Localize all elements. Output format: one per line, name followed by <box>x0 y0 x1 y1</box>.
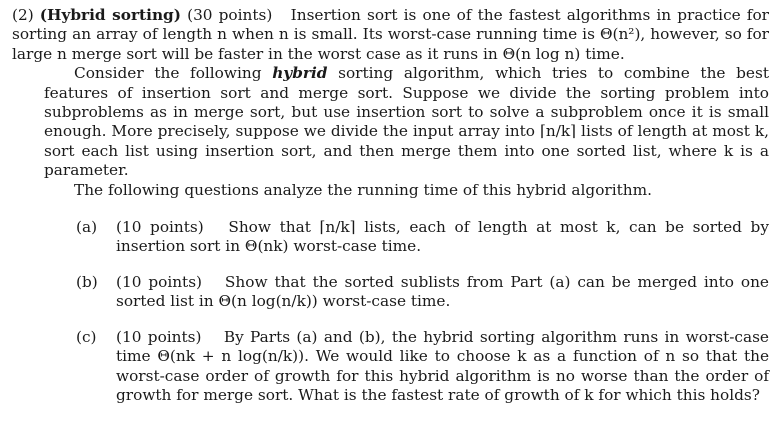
part-c <box>12 328 769 406</box>
part-b-points: (10 points) <box>116 272 203 291</box>
problem-intro-text: Insertion sort is one of the fastest algorithms in practice for sorting an array of length n when n is small. Its worst-case running time is Θ(n²), however, so for large n merge sort will be faster in the worst case as it runs in Θ(n log n) time. <box>12 6 769 63</box>
part-a-text: Show that ⌈n/k⌉ lists, each of length at most k, can be sorted by insertion sort in Θ(nk) worst-case time. <box>116 218 769 256</box>
p3-text: The following questions analyze the running time of this hybrid algorithm. <box>74 180 652 199</box>
part-c-text: By Parts (a) and (b), the hybrid sorting algorithm runs in worst-case time Θ(nk + n log(n/k)). We would like to choose k as a function of n so that the worst-case order of growth for this hybrid algorithm is no worse than the order of growth for merge sort. What is the fastest rate of growth of k for which this holds? <box>116 327 769 404</box>
part-c-label: (c) <box>76 327 97 346</box>
part-c-points: (10 points) <box>116 327 202 346</box>
problem-paragraph-3 <box>12 181 769 200</box>
part-a <box>12 218 769 257</box>
p2-hybrid-word: hybrid <box>272 64 328 83</box>
p2-before: Consider the following <box>74 64 262 83</box>
part-a-points: (10 points) <box>116 218 204 237</box>
problem-paragraph-2 <box>12 64 769 180</box>
part-a-label: (a) <box>76 218 98 237</box>
problem-title: (Hybrid sorting) <box>39 6 181 24</box>
part-b-label: (b) <box>76 272 98 291</box>
problem-points: (30 points) <box>187 6 273 24</box>
part-b <box>12 273 769 312</box>
p2-after: sorting algorithm, which tries to combine the best features of insertion sort and merge sort. Suppose we divide the sorting problem into subproblems as in merge sort, but use insertion sort to solve a subproblem once it is small enough. More precisely, suppose we divide the input array into ⌈n/k⌉ lists of length at most k, sort each list using insertion sort, and then merge them into one sorted list, where k is a parameter. <box>44 64 769 180</box>
problem-number: (2) <box>12 6 34 24</box>
problem-intro <box>12 6 769 64</box>
part-b-text: Show that the sorted sublists from Part (a) can be merged into one sorted list in Θ(n log(n/k)) worst-case time. <box>116 272 769 311</box>
